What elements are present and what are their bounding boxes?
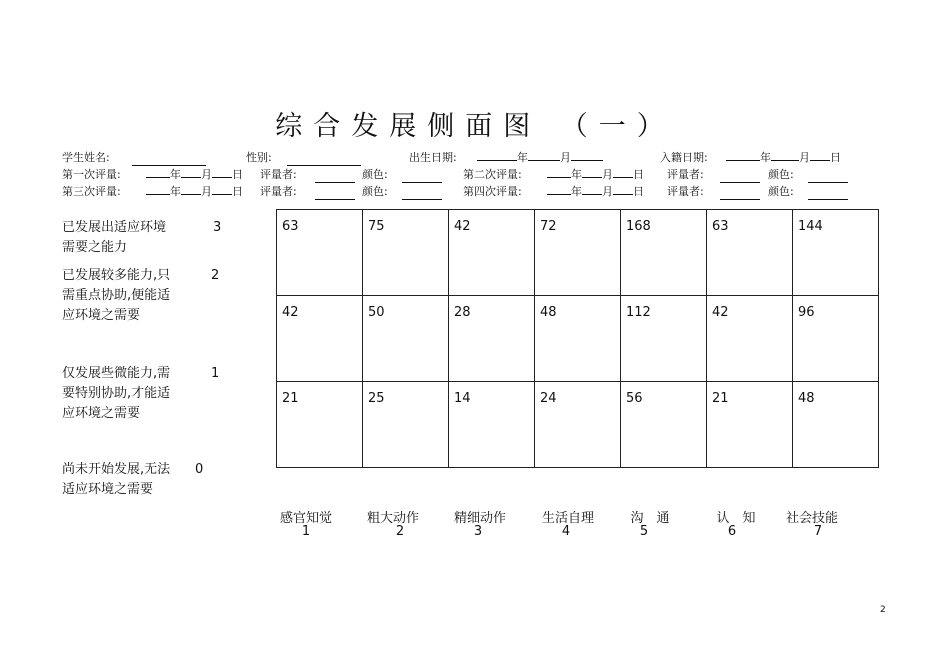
eval1-assessor-field[interactable] (315, 172, 355, 183)
category-number-2: 2 (395, 524, 405, 539)
grid-cell[interactable]: 21 (277, 382, 363, 468)
eval3-color-label: 颜色: (362, 185, 388, 198)
category-number-1: 1 (301, 524, 311, 539)
level-3-score: 3 (213, 220, 222, 235)
grid-cell[interactable]: 144 (793, 210, 879, 296)
eval2-label: 第二次评量: (463, 168, 522, 181)
category-number-4: 4 (561, 524, 571, 539)
eval3-date-field[interactable]: 年 月 日 (146, 183, 243, 199)
eval1-assessor-label: 评量者: (260, 168, 297, 181)
grid-cell[interactable]: 14 (449, 382, 535, 468)
profile-grid (276, 209, 879, 468)
category-label-6: 认 知 (716, 511, 756, 526)
category-label-5: 沟 通 (630, 511, 670, 526)
category-label-3: 精细动作 (453, 511, 506, 526)
eval3-assessor-field[interactable] (315, 189, 355, 200)
eval2-date-field[interactable]: 年 月 日 (547, 166, 644, 182)
level-0-description: 尚未开始发展,无法适应环境之需要 (62, 462, 171, 497)
level-2-score: 2 (211, 268, 220, 283)
eval1-color-label: 颜色: (362, 168, 388, 181)
student-name-label: 学生姓名: (62, 151, 110, 164)
grid-cell[interactable]: 42 (707, 296, 793, 382)
student-name-field[interactable] (132, 155, 206, 166)
eval4-date-field[interactable]: 年 月 日 (547, 183, 644, 199)
birth-label: 出生日期: (409, 151, 457, 164)
level-1-score: 1 (211, 366, 220, 381)
category-number-5: 5 (639, 524, 649, 539)
grid-cell[interactable]: 48 (535, 296, 621, 382)
gender-field[interactable] (287, 155, 361, 166)
grid-cell[interactable]: 168 (621, 210, 707, 296)
eval3-color-field[interactable] (402, 189, 442, 200)
grid-cell[interactable]: 75 (363, 210, 449, 296)
grid-cell[interactable]: 48 (793, 382, 879, 468)
eval2-color-label: 颜色: (768, 168, 794, 181)
eval4-assessor-field[interactable] (720, 189, 760, 200)
level-3-description: 已发展出适应环境需要之能力 (62, 220, 167, 255)
grid-cell[interactable]: 63 (707, 210, 793, 296)
level-1-description: 仅发展些微能力,需要特别协助,才能适应环境之需要 (62, 366, 171, 421)
eval1-color-field[interactable] (402, 172, 442, 183)
grid-cell[interactable]: 42 (449, 210, 535, 296)
grid-cell[interactable]: 56 (621, 382, 707, 468)
eval2-assessor-label: 评量者: (667, 168, 704, 181)
level-0-score: 0 (195, 462, 204, 477)
eval3-assessor-label: 评量者: (260, 185, 297, 198)
enroll-date-field[interactable]: 年 月 日 (726, 149, 841, 165)
eval1-date-field[interactable]: 年 月 日 (146, 166, 243, 182)
grid-cell[interactable]: 50 (363, 296, 449, 382)
category-number-3: 3 (473, 524, 483, 539)
eval2-assessor-field[interactable] (720, 172, 760, 183)
category-label-4: 生活自理 (541, 511, 594, 526)
page-title: 综合发展侧面图 （一） (275, 111, 675, 142)
eval4-color-field[interactable] (808, 189, 848, 200)
category-label-2: 粗大动作 (366, 511, 419, 526)
eval2-color-field[interactable] (808, 172, 848, 183)
grid-cell[interactable]: 25 (363, 382, 449, 468)
category-label-7: 社会技能 (785, 511, 838, 526)
grid-row-level-1 (277, 382, 879, 468)
enroll-label: 入籍日期: (660, 151, 708, 164)
grid-cell[interactable]: 72 (535, 210, 621, 296)
eval3-label: 第三次评量: (62, 185, 121, 198)
eval4-label: 第四次评量: (463, 185, 522, 198)
grid-row-level-3 (277, 210, 879, 296)
category-number-6: 6 (727, 524, 737, 539)
grid-cell[interactable]: 21 (707, 382, 793, 468)
grid-cell[interactable]: 42 (277, 296, 363, 382)
category-number-7: 7 (813, 524, 823, 539)
gender-label: 性别: (246, 151, 272, 164)
birth-date-field[interactable]: 年 月 (477, 149, 603, 165)
grid-cell[interactable]: 63 (277, 210, 363, 296)
grid-cell[interactable]: 112 (621, 296, 707, 382)
eval4-color-label: 颜色: (768, 185, 794, 198)
grid-cell[interactable]: 24 (535, 382, 621, 468)
category-label-1: 感官知觉 (279, 511, 332, 526)
level-2-description: 已发展较多能力,只需重点协助,便能适应环境之需要 (62, 268, 171, 323)
grid-row-level-2 (277, 296, 879, 382)
eval4-assessor-label: 评量者: (667, 185, 704, 198)
grid-cell[interactable]: 96 (793, 296, 879, 382)
eval1-label: 第一次评量: (62, 168, 121, 181)
page-number: 2 (880, 605, 886, 615)
grid-cell[interactable]: 28 (449, 296, 535, 382)
